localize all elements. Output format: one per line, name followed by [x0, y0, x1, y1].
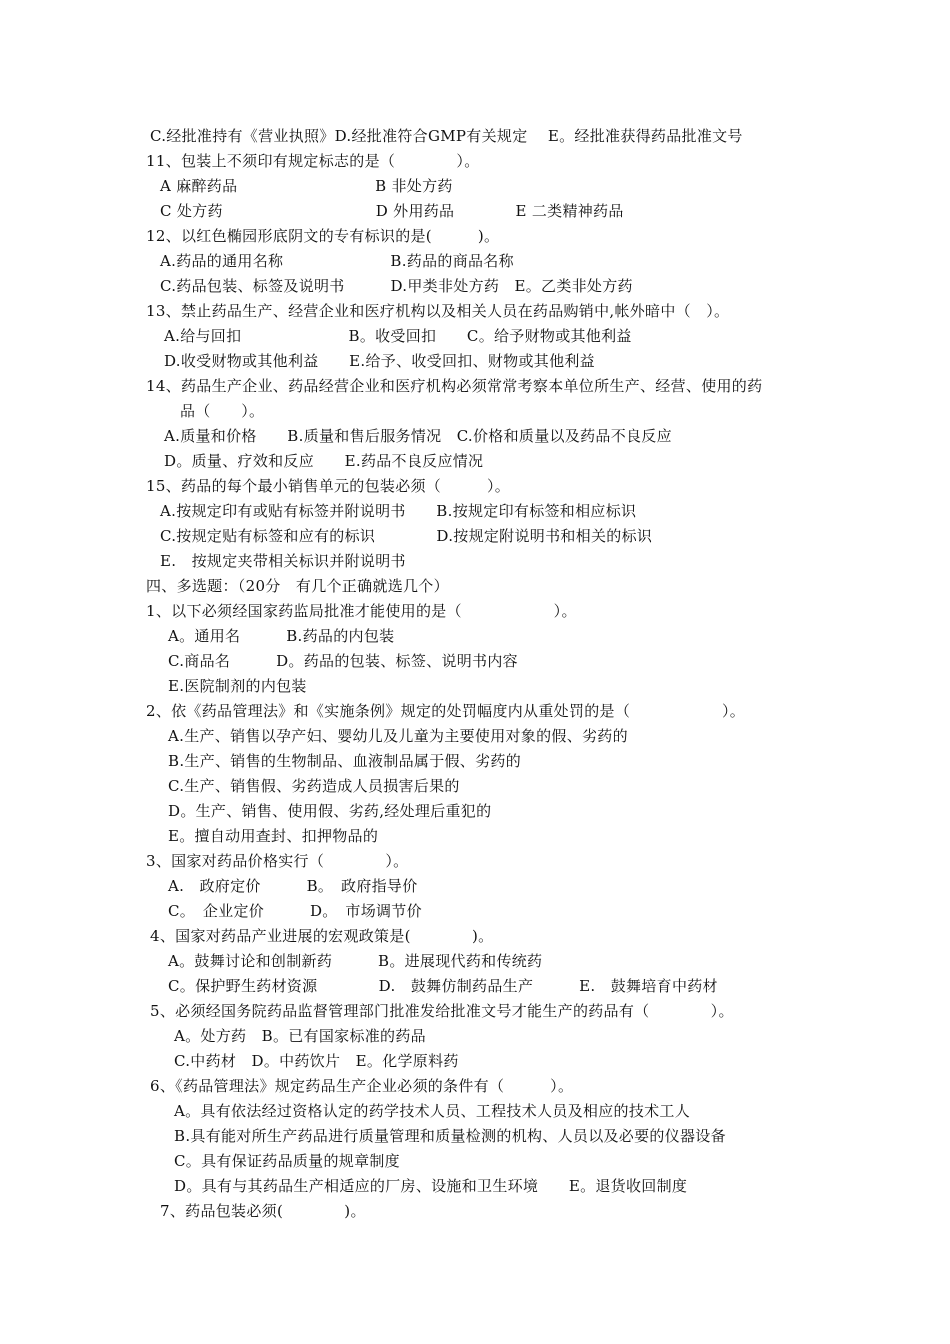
question-line: 4、国家对药品产业进展的宏观政策是( )。: [150, 927, 494, 945]
option-line: C。保护野生药材资源 D. 鼓舞仿制药品生产 E. 鼓舞培育中药材: [168, 977, 718, 995]
question-line: 7、药品包装必须( )。: [160, 1202, 366, 1220]
option-line: A。鼓舞讨论和创制新药 B。进展现代药和传统药: [168, 952, 543, 970]
question-line: 14、药品生产企业、药品经营企业和医疗机构必须常常考察本单位所生产、经营、使用的药: [146, 377, 763, 395]
option-line: D。质量、疗效和反应 E.药品不良反应情况: [164, 452, 484, 470]
option-line: A。处方药 B。已有国家标准的药品: [174, 1027, 426, 1045]
question-line: 5、必须经国务院药品监督管理部门批准发给批准文号才能生产的药品有（ ）。: [150, 1002, 734, 1020]
option-line: B.生产、销售的生物制品、血液制品属于假、劣药的: [168, 752, 521, 770]
question-line: 2、依《药品管理法》和《实施条例》规定的处罚幅度内从重处罚的是（ ）。: [146, 702, 746, 720]
option-line: D。具有与其药品生产相适应的厂房、设施和卫生环境 E。退货收回制度: [174, 1177, 688, 1195]
option-line: D.收受财物或其他利益 E.给予、收受回扣、财物或其他利益: [164, 352, 595, 370]
option-line: C。 企业定价 D。 市场调节价: [168, 902, 422, 920]
question-line: 1、以下必须经国家药监局批准才能使用的是（ ）。: [146, 602, 577, 620]
question-line: 13、禁止药品生产、经营企业和医疗机构以及相关人员在药品购销中,帐外暗中（ ）。: [146, 302, 730, 320]
option-line: C.中药材 D。中药饮片 E。化学原料药: [174, 1052, 459, 1070]
option-line: C.按规定贴有标签和应有的标识 D.按规定附说明书和相关的标识: [160, 527, 653, 545]
option-line: C.商品名 D。药品的包装、标签、说明书内容: [168, 652, 518, 670]
option-line: A.质量和价格 B.质量和售后服务情况 C.价格和质量以及药品不良反应: [164, 427, 672, 445]
question-line: 6、《药品管理法》规定药品生产企业必须的条件有（ ）。: [150, 1077, 574, 1095]
question-line: 11、包装上不须印有规定标志的是（ ）。: [146, 152, 480, 170]
option-line: A。具有依法经过资格认定的药学技术人员、工程技术人员及相应的技术工人: [174, 1102, 691, 1120]
question-line: 15、药品的每个最小销售单元的包装必须（ ）。: [146, 477, 511, 495]
option-line: B.具有能对所生产药品进行质量管理和质量检测的机构、人员以及必要的仪器设备: [174, 1127, 726, 1145]
option-line: A.药品的通用名称 B.药品的商品名称: [160, 252, 514, 270]
option-line: C。具有保证药品质量的规章制度: [174, 1152, 400, 1170]
question-line: 12、以红色椭园形底阴文的专有标识的是( )。: [146, 227, 500, 245]
option-line: A。通用名 B.药品的内包装: [168, 627, 395, 645]
option-line: C.生产、销售假、劣药造成人员损害后果的: [168, 777, 460, 795]
option-line: E。擅自动用查封、扣押物品的: [168, 827, 379, 845]
option-line: D。生产、销售、使用假、劣药,经处理后重犯的: [168, 802, 492, 820]
question-line: 3、国家对药品价格实行（ ）。: [146, 852, 409, 870]
option-line: A.生产、销售以孕产妇、婴幼儿及儿童为主要使用对象的假、劣药的: [168, 727, 628, 745]
option-line: E. 按规定夹带相关标识并附说明书: [160, 552, 406, 570]
question-line: 品（ ）。: [180, 402, 265, 420]
option-line: A 麻醉药品 B 非处方药: [160, 177, 453, 195]
option-line: E.医院制剂的内包装: [168, 677, 307, 695]
section-heading: 四、多选题：（20分 有几个正确就选几个）: [146, 577, 449, 595]
option-line: C.药品包装、标签及说明书 D.甲类非处方药 E。乙类非处方药: [160, 277, 633, 295]
option-line: C 处方药 D 外用药品 E 二类精神药品: [160, 202, 624, 220]
option-line: A. 政府定价 B。 政府指导价: [168, 877, 418, 895]
option-line: C.经批准持有《营业执照》D.经批准符合GMP有关规定 E。经批准获得药品批准文号: [150, 127, 743, 145]
option-line: A.按规定印有或贴有标签并附说明书 B.按规定印有标签和相应标识: [160, 502, 637, 520]
option-line: A.给与回扣 B。收受回扣 C。给予财物或其他利益: [164, 327, 632, 345]
